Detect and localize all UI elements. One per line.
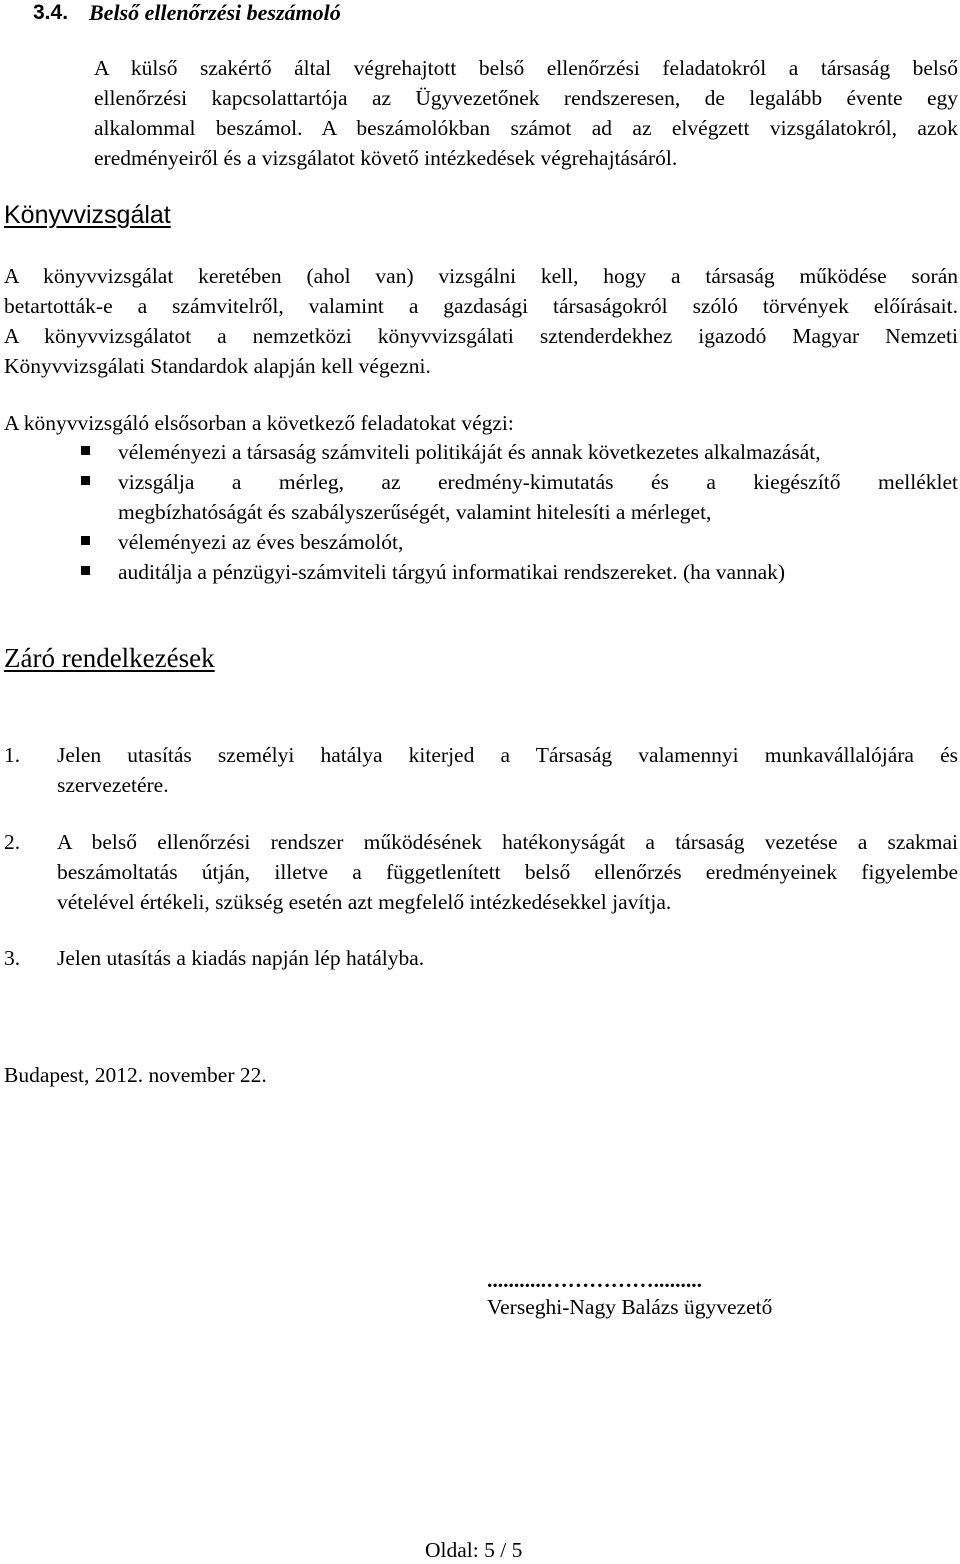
bullet-square-icon [81, 566, 90, 575]
paragraph-line: A könyvvizsgálatot a nemzetközi könyvvizsgálati sztenderdekhez igazodó Magyar Nemzeti [4, 324, 958, 348]
list-item: véleményezi az éves beszámolót, [118, 530, 404, 554]
item-line: A belső ellenőrzési rendszer működésének hatékonyságát a társaság vezetése a szakmai [57, 830, 958, 854]
list-item-line: megbízhatóságát és szabályszerűségét, valamint hitelesíti a mérleget, [118, 500, 712, 524]
paragraph-line: alkalommal beszámol. A beszámolókban számot ad az elvégzett vizsgálatokról, azok [94, 116, 958, 140]
item-line: Jelen utasítás személyi hatálya kiterjed a Társaság valamennyi munkavállalójára és [57, 743, 958, 767]
item-number: 3. [4, 946, 21, 970]
audit-heading: Könyvvizsgálat [4, 201, 171, 229]
bullet-square-icon [81, 446, 90, 455]
paragraph-line: betartották-e a számvitelről, valamint a gazdasági társaságokról szóló törvények előírásait. [4, 294, 958, 318]
paragraph-line: Könyvvizsgálati Standardok alapján kell végezni. [4, 354, 431, 378]
signature-line: ...........……………......... [487, 1268, 702, 1292]
paragraph-line: ellenőrzési kapcsolattartója az Ügyvezetőnek rendszeresen, de legalább évente egy [94, 86, 958, 110]
audit-intro: A könyvvizsgáló elsősorban a következő feladatokat végzi: [4, 411, 514, 435]
audit-bullet-list [0, 438, 960, 588]
item-number: 1. [4, 743, 21, 767]
item-number: 2. [4, 830, 21, 854]
list-item: véleményezi a társaság számviteli politikáját és annak következetes alkalmazását, [118, 440, 821, 464]
bullet-square-icon [81, 536, 90, 545]
closing-heading: Záró rendelkezések [4, 643, 215, 673]
paragraph-line: eredményeiről és a vizsgálatot követő intézkedések végrehajtásáról. [94, 146, 678, 170]
list-item-line: vizsgálja a mérleg, az eredmény-kimutatás és a kiegészítő melléklet [118, 470, 958, 494]
section-number: 3.4. [33, 1, 69, 24]
paragraph-line: A külső szakértő által végrehajtott belső ellenőrzési feladatokról a társaság belső [94, 56, 958, 80]
list-item [118, 468, 958, 528]
section-paragraph [94, 54, 958, 174]
numbered-item: Jelen utasítás a kiadás napján lép hatályba. [57, 946, 425, 970]
item-line: beszámoltatás útján, illetve a függetlenített belső ellenőrzés eredményeinek figyelembe [57, 860, 958, 884]
paragraph-line: A könyvvizsgálat keretében (ahol van) vizsgálni kell, hogy a társaság működése során [4, 264, 958, 288]
place-date: Budapest, 2012. november 22. [4, 1063, 267, 1087]
list-item: auditálja a pénzügyi-számviteli tárgyú informatikai rendszereket. (ha vannak) [118, 560, 786, 584]
item-line: vételével értékeli, szükség esetén azt megfelelő intézkedésekkel javítja. [57, 890, 672, 914]
bullet-square-icon [81, 476, 90, 485]
signature-name: Verseghi-Nagy Balázs ügyvezető [487, 1295, 773, 1319]
section-title: Belső ellenőrzési beszámoló [89, 0, 341, 25]
numbered-item [57, 741, 958, 801]
numbered-item [57, 828, 958, 918]
page-number: Oldal: 5 / 5 [425, 1538, 523, 1562]
item-line: szervezetére. [57, 773, 169, 797]
audit-paragraph [4, 262, 958, 382]
